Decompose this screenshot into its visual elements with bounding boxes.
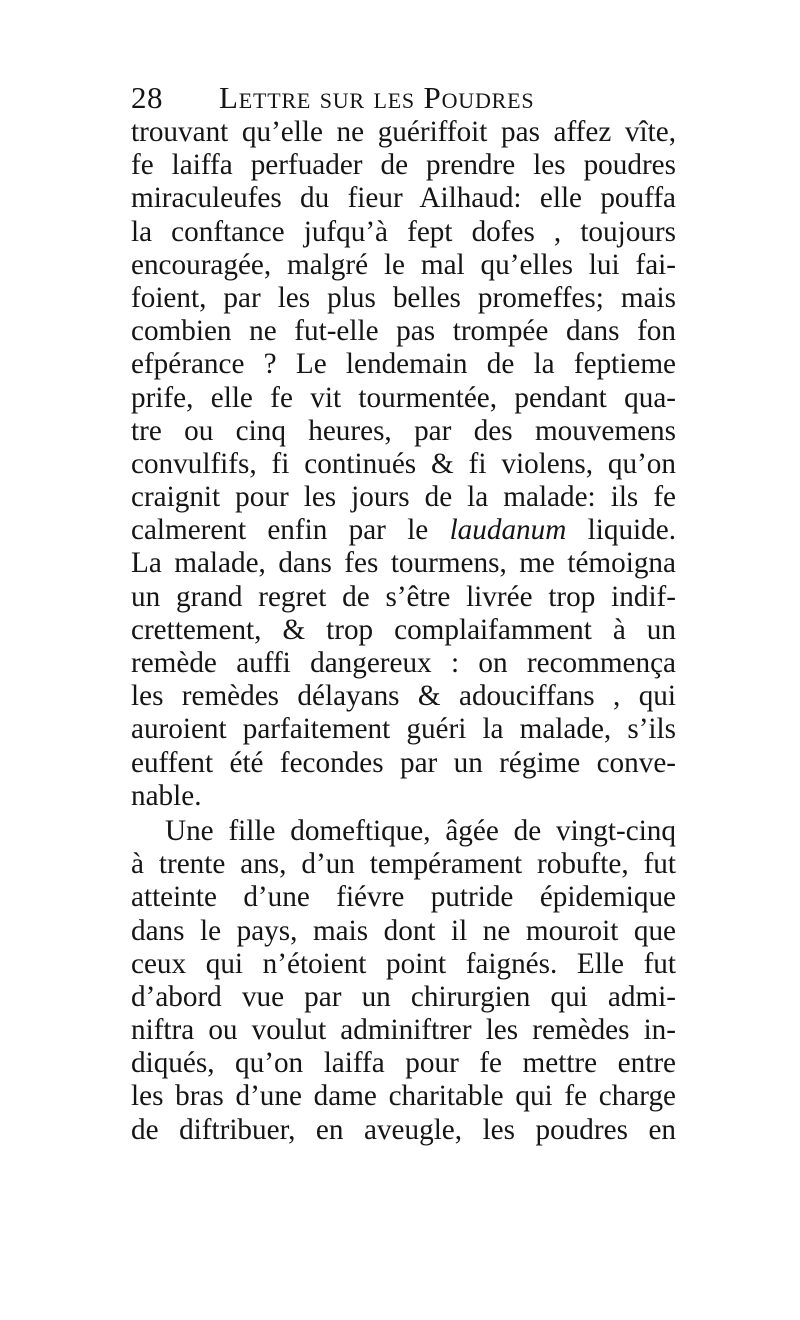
text-line: à trente ans, d’un tempérament robufte, fut	[131, 848, 676, 881]
text-line: un grand regret de s’être livrée trop indif-	[131, 580, 676, 613]
text-line: foient, par les plus belles promeffes; mais	[131, 281, 676, 314]
text-line: crettement, & trop complaifamment à un	[131, 613, 676, 646]
text-line-with-latin-term	[131, 514, 676, 547]
text-line: trouvant qu’elle ne guériffoit pas affez vîte,	[131, 116, 676, 148]
text-line: convulfifs, fi continués & fi violens, qu’on	[131, 447, 676, 480]
text-segment: calmerent enfin par le	[131, 514, 450, 547]
text-line: miraculeufes du fieur Ailhaud: elle pouffa	[131, 182, 676, 215]
text-line: d’abord vue par un chirurgien qui admi-	[131, 980, 676, 1013]
text-line: encouragée, malgré le mal qu’elles lui fai-	[131, 248, 676, 281]
text-line: fe laiffa perfuader de prendre les poudres	[131, 149, 676, 182]
body-text	[131, 116, 676, 1147]
page-number: 28	[131, 80, 163, 115]
text-line: prife, elle fe vit tourmentée, pendant qua-	[131, 381, 676, 414]
latin-term: laudanum	[449, 514, 567, 547]
text-line: niftra ou voulut adminiftrer les remèdes in-	[131, 1014, 676, 1047]
paragraph-start-line: Une fille domeftique, âgée de vingt-cinq	[165, 814, 676, 847]
running-title: Lettre sur les Poudres	[219, 80, 535, 115]
text-line: de diftribuer, en aveugle, les poudres en	[131, 1113, 676, 1146]
text-line: remède auffi dangereux : on recommença	[131, 647, 676, 679]
text-line: ceux qui n’étoient point faignés. Elle fut	[131, 947, 676, 980]
text-line: tre ou cinq heures, par des mouvemens	[131, 414, 676, 447]
text-line: craignit pour les jours de la malade: ils fe	[131, 481, 676, 514]
text-line: la conftance jufqu’à fept dofes , toujours	[131, 215, 676, 248]
text-line: les remèdes délayans & adouciffans , qui	[131, 680, 676, 713]
text-segment: liquide.	[566, 514, 676, 547]
text-line: atteinte d’une fiévre putride épidemique	[131, 881, 676, 914]
text-line: les bras d’une dame charitable qui fe charge	[131, 1080, 676, 1113]
page-header	[131, 78, 691, 118]
text-line: auroient parfaitement guéri la malade, s’ils	[131, 713, 676, 746]
text-line: La malade, dans fes tourmens, me témoigna	[131, 547, 676, 580]
text-line: euffent été fecondes par un régime conve-	[131, 746, 676, 779]
paragraph-ending-line: nable.	[131, 779, 202, 812]
text-line: combien ne fut-elle pas trompée dans fon	[131, 315, 676, 348]
text-line: efpérance ? Le lendemain de la feptieme	[131, 348, 676, 381]
text-line: diqués, qu’on laiffa pour fe mettre entre	[131, 1047, 676, 1080]
text-line: dans le pays, mais dont il ne mouroit que	[131, 914, 676, 947]
